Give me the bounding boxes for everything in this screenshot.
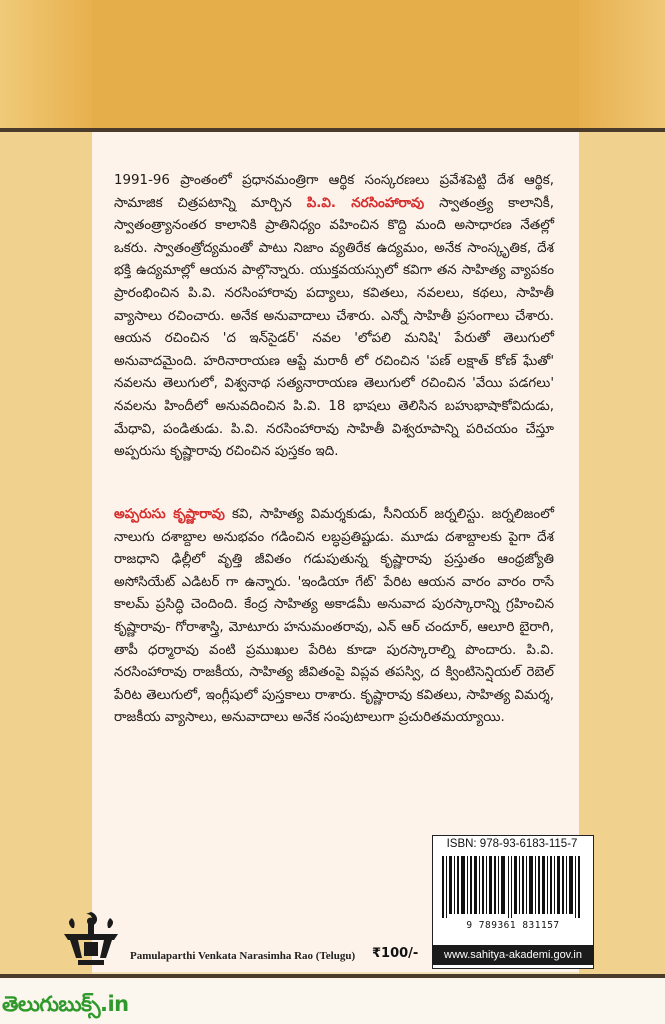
price-label: ₹100/- — [372, 946, 419, 961]
pv-name-highlight: పి.వి. నరసింహారావు — [306, 195, 425, 211]
isbn-label: ISBN: 978-93-6183-115-7 — [446, 838, 578, 850]
paragraph-2-body: కవి, సాహిత్య విమర్శకుడు, సీనియర్ జర్నలిస్టు. జర్నలిజంలో నాలుగు దశాబ్దాల అనుభవం గడించిన లబ్ధప్రతిష్టుడు. మూడు దశాబ్దాలకు పైగా దేశ రాజధాని ఢిల్లీలో వృత్తి జీవితం గడుపుతున్న కృష్ణారావు ప్రస్తుతం ఆంధ్రజ్యోతి అసోసియేట్ ఎడిటర్ గా ఉన్నారు. 'ఇండియా గేట్' పేరిట ఆయన వారం వారం రాసే కాలమ్ ప్రసిద్ధి చెందింది. కేంద్ర సాహిత్య అకాడమీ అనువాద పురస్కారాన్ని గ్రహించిన కృష్ణారావు- గోరాశాస్త్రి, మోటూరు హనుమంతరావు, ఎన్ ఆర్ చందూర్, ఆలూరి బైరాగి, తాపీ ధర్మారావు వంటి ప్రముఖుల పేరిట కూడా పురస్కారాల్ని పొందారు. పి.వి. నరసింహారావు రాజకీయ, సాహిత్య జీవితంపై విప్లవ తపస్వి, ద క్వింటిసెన్షియల్ రెబెల్ పేరిట తెలుగులో, ఇంగ్లీషులో పుస్తకాలు రాశారు. కృష్ణారావు కవితలు, సాహిత్య విమర్శ, రాజకీయ వ్యాసాలు, అనువాదాలు అనేక సంపుటాలుగా ప్రచురితమయ్యాయి. — [114, 507, 554, 726]
barcode-icon — [438, 856, 588, 918]
paragraph-1-lead: 1991-96 ప్రాంతంలో ప్రధానమంత్రిగా ఆర్థిక సంస్కరణలు ప్రవేశపెట్టి దేశ ఆర్థిక, సామాజిక చిత్రపటాన్ని మార్చిన — [114, 173, 554, 211]
website-url: www.sahitya-akademi.gov.in — [432, 945, 594, 965]
top-center-band — [92, 0, 579, 128]
barcode-number: 9 789361 831157 — [466, 920, 560, 931]
left-gold-stripe — [0, 0, 92, 1024]
paragraph-1-body: స్వాతంత్ర్య కాలానికీ, స్వాతంత్ర్యానంతర కాలానికి ప్రాతినిధ్యం వహించిన కొద్ది మంది అసాధారణ నేతల్లో ఒకరు. స్వాతంత్రోద్యమంతో పాటు నిజాం వ్యతిరేక ఉద్యమం, అనేక సాంస్కృతిక, దేశ భక్తి ఉద్యమాల్లో ఆయన పాల్గొన్నారు. యుక్తవయస్సులో కవిగా తన సాహిత్య వ్యాపకం ప్రారంభించిన పి.వి. నరసింహారావు పద్యాలు, కవితలు, నవలలు, కథలు, సాహితీ వ్యాసాలు రచించారు. అనేక అనువాదాలు చేశారు. ఎన్నో సాహితీ ప్రసంగాలు చేశారు. ఆయన రచించిన 'ద ఇన్‌సైడర్' నవల 'లోపలి మనిషి' పేరుతో తెలుగులో అనువాదమైంది. హరినారాయణ ఆప్టే మరాఠీ లో రచించిన 'పణ్ లక్షాత్ కోణ్ ఘేతో' నవలను తెలుగులో, విశ్వనాథ సత్యనారాయణ తెలుగులో రచించిన 'వేయి పడగలు' నవలను హిందీలో అనువదించిన పి.వి. 18 భాషలు తెలిసిన బహుభాషాకోవిదుడు, మేధావి, పండితుడు. పి.వి. నరసింహారావు సాహితీ విశ్వరూపాన్ని పరిచయం చేస్తూ అప్పరుసు కృష్ణారావు రచించిన పుస్తకం ఇది. — [114, 195, 554, 460]
sahitya-akademi-logo-icon — [58, 908, 124, 970]
book-title: Pamulaparthi Venkata Narasimha Rao (Telugu) — [130, 950, 356, 962]
site-watermark: తెలుగుబుక్స్.in — [2, 992, 129, 1016]
about-pv-narasimha-rao-paragraph — [114, 170, 554, 464]
author-name-highlight: అప్పరుసు కృష్ణారావు — [114, 507, 225, 522]
about-author-paragraph — [114, 504, 554, 730]
